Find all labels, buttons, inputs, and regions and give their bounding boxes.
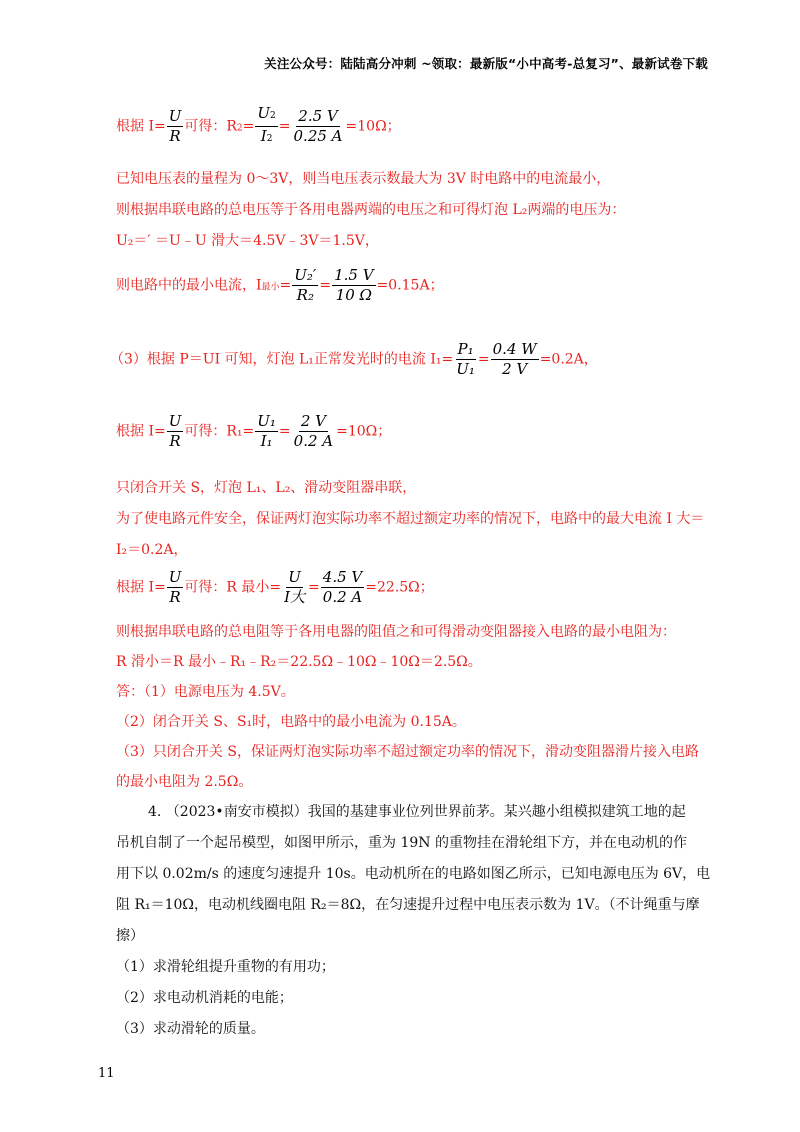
question-line-5: 擦） — [116, 928, 144, 944]
fraction-u2-over-i2: $\frac{U2}{I2}$ — [257, 104, 276, 145]
solution-line-7: 根据 I= $\frac{U}{R}$ 可得：R₁= $\frac{\text{U₁}}{\text{I₁}}$ = $\frac{2 V}{0.2 A}$ =10Ω； — [116, 412, 392, 450]
solution-line-6: （3）根据 P＝UI 可知，灯泡 L₁正常发光时的电流 I₁= $\frac{\text{P₁}}{\text{U₁}}$ = $\frac{0.4 W}{2 V}$ =0.2A， — [110, 340, 598, 378]
solution-line-5: 则电路中的最小电流，I最小= $\frac{\text{U₂′}}{\text{R₂}}$ = $\frac{1.5 V}{10 \Omega}$ =0.15A； — [116, 266, 444, 304]
question-line-8: （3）求动滑轮的质量。 — [116, 1021, 265, 1037]
page-header: 关注公众号：陆陆高分冲刺 ~领取：最新版“小中高考-总复习”、最新试卷下载 — [264, 56, 708, 71]
page-number: 11 — [98, 1066, 115, 1081]
solution-line-14: 答：（1）电源电压为 4.5V。 — [116, 684, 295, 700]
solution-line-3: 则根据串联电路的总电压等于各用电器两端的电压之和可得灯泡 L₂两端的电压为： — [116, 202, 626, 218]
question-line-1: 4. （2023•南安市模拟）我国的基建事业位列世界前茅。某兴趣小组模拟建筑工地的起 — [148, 804, 686, 820]
solution-line-12: 则根据串联电路的总电阻等于各用电器的阻值之和可得滑动变阻器接入电路的最小电阻为： — [116, 624, 676, 640]
fraction-u-over-r: $\frac{U}{R}$ — [168, 107, 182, 145]
solution-line-9: 为了使电路元件安全，保证两灯泡实际功率不超过额定功率的情况下，电路中的最大电流 I 大＝ — [116, 511, 705, 527]
question-line-6: （1）求滑轮组提升重物的有用功； — [116, 959, 335, 975]
solution-line-11: 根据 I= $\frac{U}{R}$ 可得：R 最小= $\frac{U}{\text{I大}}$ = $\frac{4.5 V}{0.2 A}$ =22.5Ω； — [116, 568, 434, 606]
solution-line-13: R 滑小＝R 最小﹣R₁﹣R₂＝22.5Ω﹣10Ω﹣10Ω＝2.5Ω。 — [116, 654, 482, 670]
question-line-2: 吊机自制了一个起吊模型，如图甲所示，重为 19N 的重物挂在滑轮组下方，并在电动机的作 — [116, 835, 687, 851]
solution-line-10: I₂＝0.2A， — [116, 542, 188, 558]
solution-line-17: 的最小电阻为 2.5Ω。 — [116, 774, 253, 790]
solution-line-8: 只闭合开关 S，灯泡 L₁、L₂、滑动变阻器串联， — [116, 480, 417, 496]
solution-line-16: （3）只闭合开关 S，保证两灯泡实际功率不超过额定功率的情况下，滑动变阻器滑片接入电路 — [116, 744, 699, 760]
solution-line-4: U₂＝′ ＝U﹣U 滑大＝4.5V﹣3V＝1.5V， — [116, 233, 379, 249]
solution-line-15: （2）闭合开关 S、S₁时，电路中的最小电流为 0.15A。 — [116, 714, 466, 730]
fraction-values: $\frac{2.5 V}{0.25 A}$ — [293, 107, 343, 145]
question-line-4: 阻 R₁＝10Ω，电动机线圈电阻 R₂＝8Ω，在匀速提升过程中电压表示数为 1V。（不计绳重与摩 — [116, 897, 700, 913]
solution-line-2: 已知电压表的量程为 0～3V，则当电压表示数最大为 3V 时电路中的电流最小， — [116, 171, 611, 187]
question-line-3: 用下以 0.02m/s 的速度匀速提升 10s。电动机所在的电路如图乙所示，已知电源电压为 6V，电 — [116, 866, 711, 882]
question-line-7: （2）求电动机消耗的电能； — [116, 990, 293, 1006]
solution-line-1: 根据 I= $\frac{U}{R}$ 可得：R2= $\frac{U2}{I2}$ = $\frac{2.5 V}{0.25 A}$ =10Ω； — [116, 104, 401, 149]
